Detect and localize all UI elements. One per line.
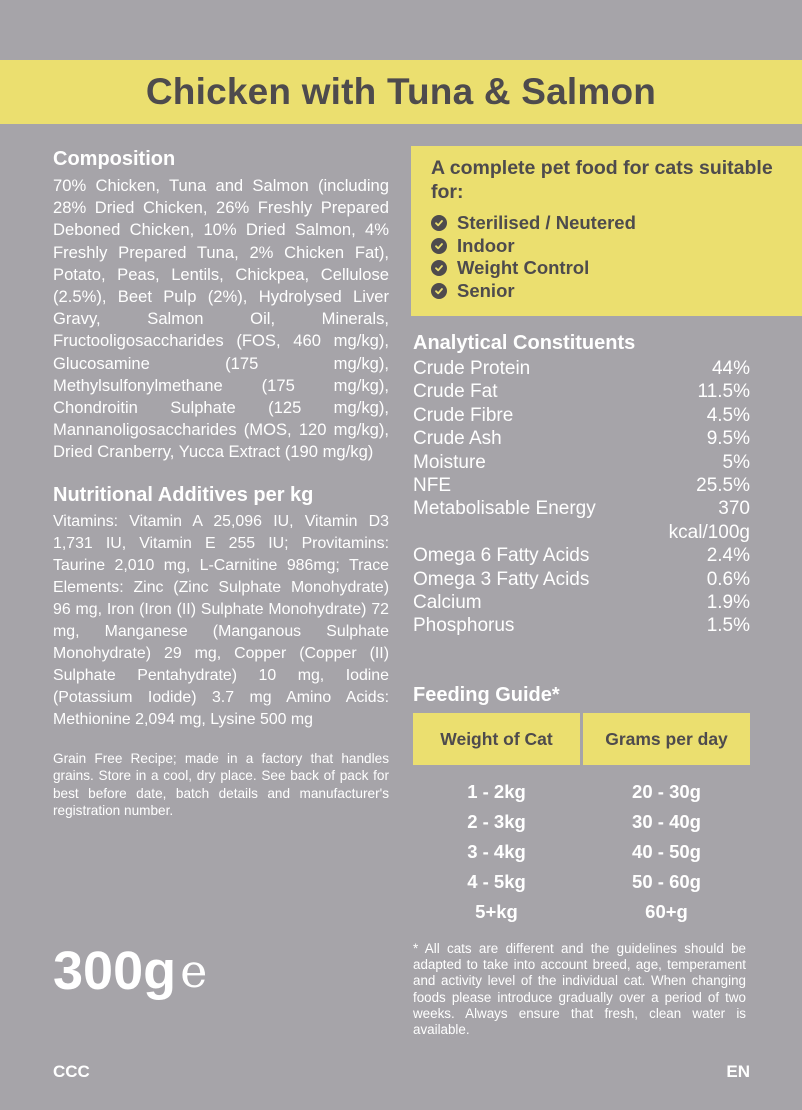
feeding-row: [413, 777, 750, 807]
feeding-grams-cell: 30 - 40g: [632, 811, 701, 832]
analytical-label: Metabolisable Energy: [413, 498, 596, 520]
analytical-value: 1.9%: [706, 592, 750, 614]
feeding-grams-cell: 20 - 30g: [632, 781, 701, 802]
estimated-mark: e: [180, 944, 208, 998]
feeding-grams-cell: 50 - 60g: [632, 871, 701, 892]
analytical-label: Crude Protein: [413, 358, 531, 379]
feeding-row: [413, 897, 750, 927]
net-weight-value: 300g: [53, 941, 177, 1001]
analytical-label: Crude Fat: [413, 381, 498, 403]
analytical-section: [413, 332, 750, 638]
additives-heading: Nutritional Additives per kg: [53, 483, 314, 506]
analytical-row: [413, 380, 750, 403]
analytical-row: [413, 544, 750, 567]
suitability-item: [431, 212, 802, 235]
analytical-label: Crude Ash: [413, 428, 502, 450]
suitability-item: [431, 235, 802, 258]
analytical-value: 9.5%: [706, 428, 750, 450]
additives-text: Vitamins: Vitamin A 25,096 IU, Vitamin D3 1,731 IU, Vitamin E 255 IU; Provitamins: Taurine 2,010 mg, L-Carnitine 986mg; Trace Elements: Zinc (Zinc Sulphate Monohydrate) 96 mg, Iron (Iron (II) Sulphate Monohydrate) 72 mg, Manganese (Manganous Sulphate Monohydrate) 29 mg, Copper (Copper (II) Sulphate Pentahydrate) 10 mg, Iodine (Potassium Iodide) 3.7 mg Amino Acids: Methionine 2,094 mg, Lysine 500 mg: [53, 512, 389, 729]
analytical-row: [413, 404, 750, 427]
analytical-value: 0.6%: [706, 568, 750, 590]
language-code: EN: [726, 1062, 750, 1081]
feeding-grams-cell: 60+g: [645, 901, 688, 922]
left-column: [53, 148, 389, 820]
feeding-table-body: [413, 765, 750, 927]
analytical-value: 370: [718, 498, 750, 520]
suitability-list: [431, 212, 802, 302]
product-title: Chicken with Tuna & Salmon: [145, 71, 657, 112]
feeding-weight-cell: 2 - 3kg: [467, 811, 526, 832]
suitability-item: [431, 280, 802, 303]
analytical-value: 25.5%: [696, 475, 750, 497]
title-banner: [0, 60, 802, 124]
analytical-value: 2.4%: [706, 545, 750, 567]
analytical-value: 5%: [722, 451, 750, 473]
analytical-heading: Analytical Constituents: [413, 332, 636, 354]
check-circle-icon: [431, 260, 447, 276]
analytical-row: [413, 357, 750, 380]
analytical-row: [413, 474, 750, 497]
analytical-label: Crude Fibre: [413, 404, 514, 426]
composition-heading: Composition: [53, 148, 176, 170]
composition-text: 70% Chicken, Tuna and Salmon (including 28% Dried Chicken, 26% Freshly Prepared Deboned Chicken, 10% Dried Salmon, 4% Freshly Prepared Tuna, 2% Chicken Fat), Potato, Peas, Lentils, Chickpea, Cellulose (2.5%), Beet Pulp (2%), Hydrolysed Liver Gravy, Salmon Oil, Minerals, Fructooligosaccharides (FOS, 460 mg/kg), Glucosamine (175 mg/kg), Methylsulfonylmethane (175 mg/kg), Chondroitin Sulphate (125 mg/kg), Mannanoligosaccharides (MOS, 120 mg/kg), Dried Cranberry, Yucca Extract (190 mg/kg): [53, 176, 389, 462]
analytical-label: Calcium: [413, 592, 482, 614]
analytical-label: Omega 3 Fatty Acids: [413, 568, 590, 590]
analytical-value: 1.5%: [706, 615, 750, 637]
suitability-box: [411, 146, 802, 316]
grain-free-note: Grain Free Recipe; made in a factory that handles grains. Store in a cool, dry place. See back of pack for best before date, batch details and manufacturer's registration number.: [53, 750, 389, 819]
suitability-item-label: Indoor: [457, 234, 515, 256]
analytical-value: kcal/100g: [668, 521, 750, 543]
feeding-row: [413, 837, 750, 867]
analytical-value: 4.5%: [706, 404, 750, 426]
feeding-row: [413, 807, 750, 837]
check-circle-icon: [431, 238, 447, 254]
analytical-row: [413, 497, 750, 520]
feeding-weight-cell: 5+kg: [475, 901, 518, 922]
feeding-column-weight: Weight of Cat: [413, 713, 580, 765]
suitability-item-label: Sterilised / Neutered: [457, 212, 636, 234]
check-circle-icon: [431, 215, 447, 231]
feeding-heading: Feeding Guide*: [413, 684, 560, 706]
feeding-column-grams: Grams per day: [583, 713, 750, 765]
feeding-header-row: [413, 713, 750, 765]
analytical-label: Omega 6 Fatty Acids: [413, 545, 590, 567]
check-circle-icon: [431, 283, 447, 299]
feeding-section: [413, 684, 750, 927]
feeding-weight-cell: 1 - 2kg: [467, 781, 526, 802]
suitability-headline: A complete pet food for cats suitable for:: [431, 157, 773, 203]
footer-code: CCC: [53, 1062, 90, 1081]
feeding-row: [413, 867, 750, 897]
analytical-value: 11.5%: [697, 381, 750, 403]
feeding-weight-cell: 3 - 4kg: [467, 841, 526, 862]
analytical-row: [413, 451, 750, 474]
feeding-grams-cell: 40 - 50g: [632, 841, 701, 862]
feeding-weight-cell: 4 - 5kg: [467, 871, 526, 892]
analytical-label: Moisture: [413, 451, 486, 473]
analytical-row: [413, 521, 750, 544]
suitability-item-label: Senior: [457, 280, 515, 302]
suitability-item-label: Weight Control: [457, 257, 590, 279]
analytical-row: [413, 427, 750, 450]
feeding-footnote: * All cats are different and the guidelines should be adapted to take into account breed, age, temperament and activity level of the individual cat. When changing foods please introduce gradually over a period of two weeks. Always ensure that fresh, clean water is available.: [413, 941, 746, 1038]
analytical-label: NFE: [413, 475, 451, 497]
analytical-table: [413, 357, 750, 638]
analytical-row: [413, 568, 750, 591]
suitability-item: [431, 257, 802, 280]
analytical-row: [413, 614, 750, 637]
analytical-row: [413, 591, 750, 614]
analytical-value: 44%: [711, 358, 750, 379]
analytical-label: Phosphorus: [413, 615, 515, 637]
net-weight: [53, 940, 207, 1002]
